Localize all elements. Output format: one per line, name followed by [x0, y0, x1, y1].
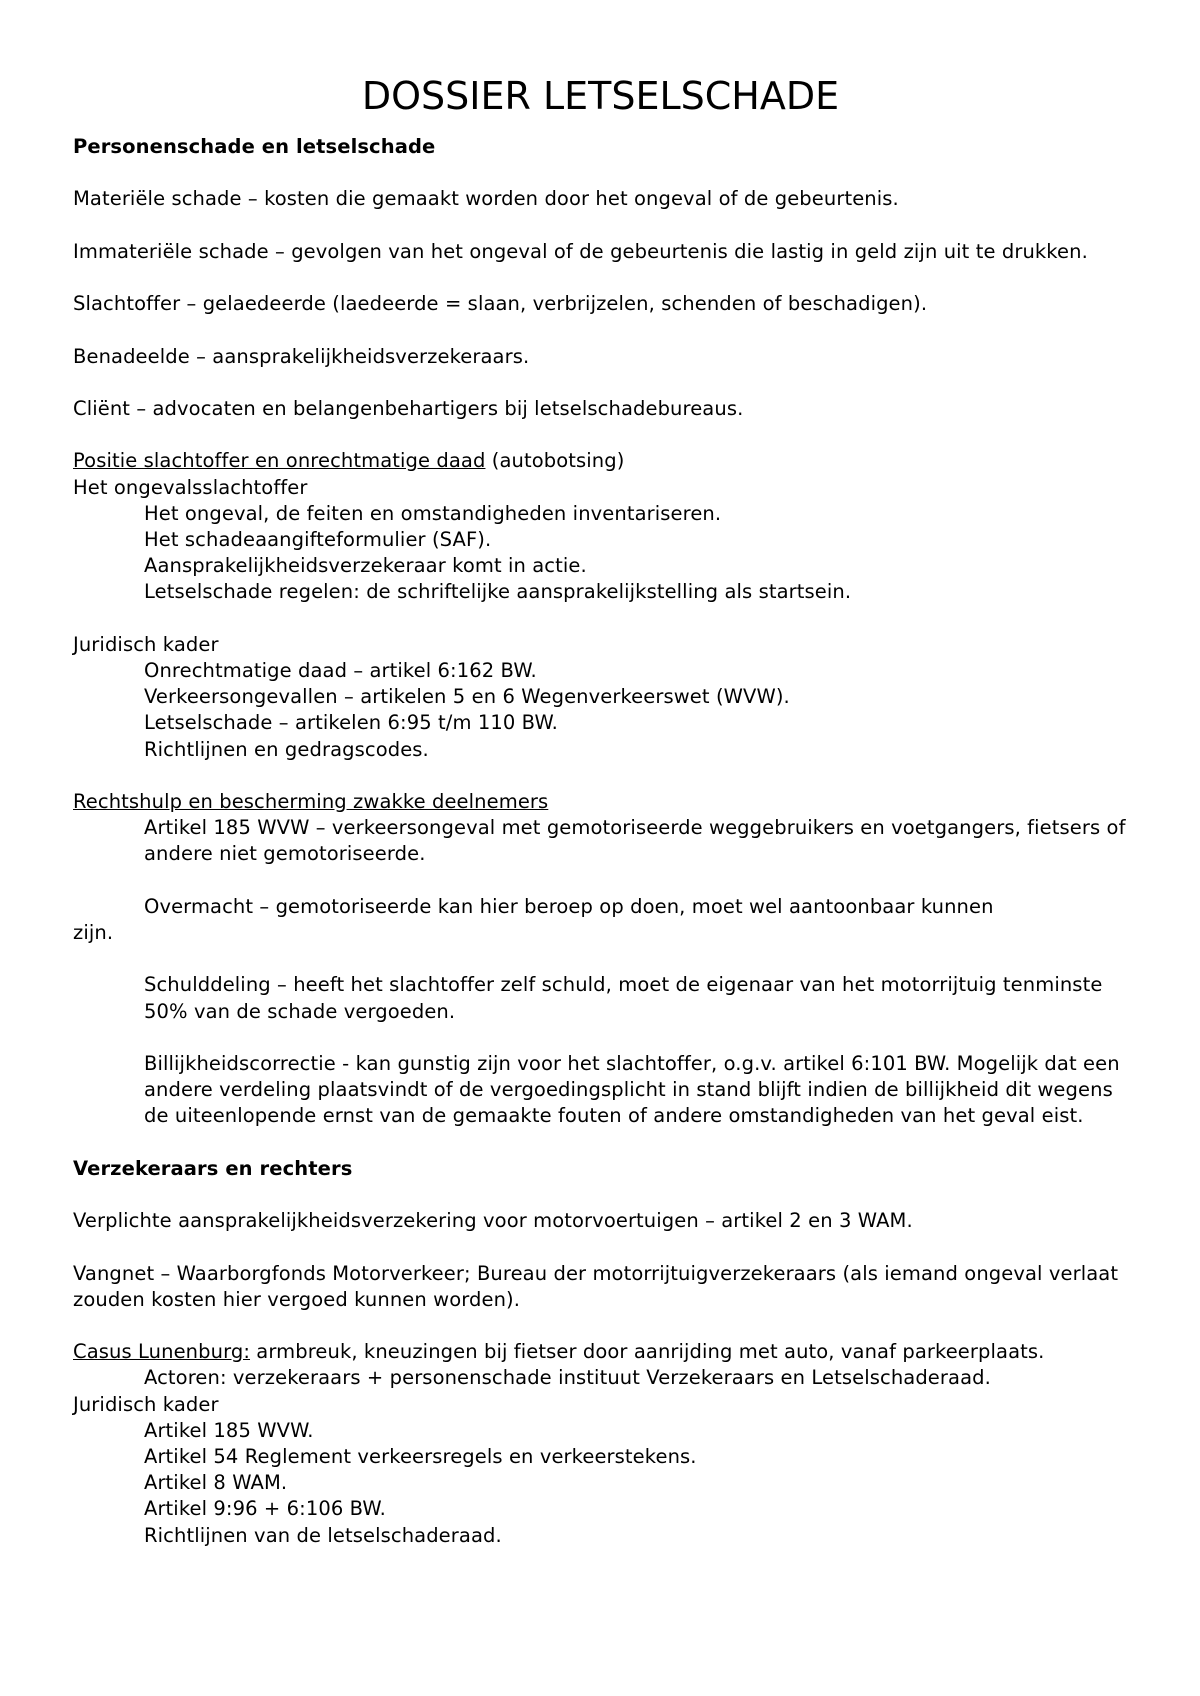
subheading-rechtshulp: Rechtshulp en bescherming zwakke deelnemers — [73, 789, 549, 813]
casus-juridisch-kader-label: Juridisch kader — [73, 1392, 219, 1416]
subheading-positie-suffix: (autobotsing) — [485, 449, 625, 473]
definition-benadeelde: Benadeelde – aansprakelijkheidsverzekeraars. — [73, 344, 530, 368]
list-item: Artikel 9:96 + 6:106 BW. — [144, 1497, 386, 1521]
definition-client: Cliënt – advocaten en belangenbehartigers bij letselschadebureaus. — [73, 396, 744, 420]
definition-slachtoffer: Slachtoffer – gelaedeerde (laedeerde = slaan, verbrijzelen, schenden of beschadigen). — [73, 292, 928, 316]
list-item: Richtlijnen van de letselschaderaad. — [144, 1523, 502, 1547]
list-item: Aansprakelijkheidsverzekeraar komt in actie. — [144, 554, 587, 578]
paragraph-artikel-185: Artikel 185 WVW – verkeersongeval met gemotoriseerde weggebruikers en voetgangers, fietsers of andere niet gemotoriseerde. — [144, 816, 1126, 866]
paragraph-overmacht-line2: zijn. — [73, 920, 114, 944]
list-item: Het schadeaangifteformulier (SAF). — [144, 527, 492, 551]
subheading-positie-title: Positie slachtoffer en onrechtmatige daad — [73, 449, 486, 473]
definition-immateriele-schade: Immateriële schade – gevolgen van het ongeval of de gebeurtenis die lastig in geld zijn uit te drukken. — [73, 239, 1088, 263]
casus-text: armbreuk, kneuzingen bij fietser door aanrijding met auto, vanaf parkeerplaats. — [250, 1340, 1045, 1364]
paragraph-actoren: Actoren: verzekeraars + personenschade instituut Verzekeraars en Letselschaderaad. — [144, 1366, 991, 1390]
paragraph-vangnet: Vangnet – Waarborgfonds Motorverkeer; Bureau der motorrijtuigverzekeraars (als iemand ongeval verlaat zouden kosten hier vergoed kunnen worden). — [73, 1261, 1119, 1311]
paragraph-casus — [73, 1339, 1128, 1365]
list-item: Richtlijnen en gedragscodes. — [144, 737, 429, 761]
definition-materiele-schade: Materiële schade – kosten die gemaakt worden door het ongeval of de gebeurtenis. — [73, 187, 899, 211]
paragraph-schulddeling: Schulddeling – heeft het slachtoffer zelf schuld, moet de eigenaar van het motorrijtuig tenminste 50% van de schade vergoeden. — [144, 973, 1103, 1023]
casus-title: Casus Lunenburg: — [73, 1340, 250, 1364]
paragraph-overmacht-line1: Overmacht – gemotoriseerde kan hier beroep op doen, moet wel aantoonbaar kunnen — [144, 894, 994, 918]
list-item: Letselschade – artikelen 6:95 t/m 110 BW. — [144, 711, 558, 735]
section-heading-verzekeraars: Verzekeraars en rechters — [73, 1156, 353, 1180]
section-heading-personenschade: Personenschade en letselschade — [73, 135, 436, 158]
list-item: Verkeersongevallen – artikelen 5 en 6 Wegenverkeerswet (WVW). — [144, 685, 790, 709]
list-item: Onrechtmatige daad – artikel 6:162 BW. — [144, 658, 537, 682]
list-item: Het ongeval, de feiten en omstandigheden inventariseren. — [144, 501, 722, 525]
ongevalsslachtoffer-label: Het ongevalsslachtoffer — [73, 475, 308, 499]
juridisch-kader-label: Juridisch kader — [73, 632, 219, 656]
paragraph-verplicht: Verplichte aansprakelijkheidsverzekering voor motorvoertuigen – artikel 2 en 3 WAM. — [73, 1209, 913, 1233]
list-item: Artikel 54 Reglement verkeersregels en verkeerstekens. — [144, 1444, 697, 1468]
list-item: Artikel 8 WAM. — [144, 1471, 288, 1495]
subheading-positie — [73, 448, 1128, 474]
list-item: Artikel 185 WVW. — [144, 1418, 314, 1442]
document-title: DOSSIER LETSELSCHADE — [361, 74, 840, 118]
paragraph-billijkheidscorrectie: Billijkheidscorrectie - kan gunstig zijn voor het slachtoffer, o.g.v. artikel 6:101 BW. Mogelijk dat een andere verdeling plaatsvindt of de vergoedingsplicht in stand blijft indien de billijkheid dit wegens de uiteenlopende ernst van de gemaakte fouten of andere omstandigheden van het geval eist. — [144, 1051, 1120, 1128]
list-item: Letselschade regelen: de schriftelijke aansprakelijkstelling als startsein. — [144, 580, 852, 604]
